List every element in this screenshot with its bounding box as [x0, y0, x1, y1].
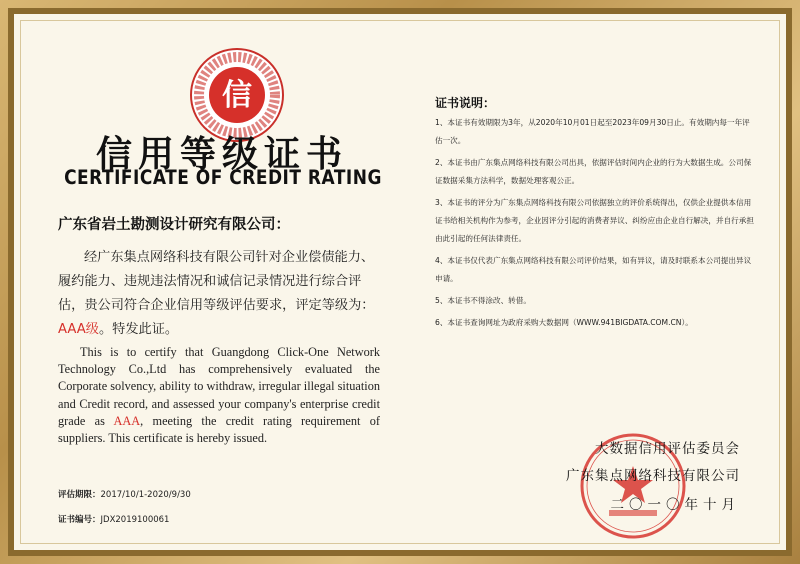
body-en-end: , meeting the credit rating requirement of suppliers. This certificate is hereby issued.: [58, 413, 380, 446]
note-item: 1、本证书有效期限为3年，从2020年10月01日起至2023年09月30日止。有效期内每一年评估一次。: [435, 118, 750, 145]
notes-title: 证书说明：: [435, 96, 496, 110]
note-item: 4、本证书仅代表广东集点网络科技有限公司评价结果，如有异议，请及时联系本公司提出异议申请。: [435, 256, 752, 283]
body-cn-end: 。特发此证。: [99, 322, 179, 337]
body-cn-text: 经广东集点网络科技有限公司针对企业偿债能力、履约能力、违规违法情况和诚信记录情况进行综合评估，贵公司符合企业信用等级评估要求，评定等级为：: [58, 250, 375, 313]
certificate-number: [58, 513, 169, 525]
signature-company: 广东集点网络科技有限公司: [566, 468, 740, 484]
validity-label: 评估期限：: [58, 490, 101, 500]
certno-label: 证书编号：: [58, 515, 101, 525]
note-item: 5、本证书不得涂改、转借。: [435, 296, 531, 305]
certificate-paper: [14, 14, 786, 550]
recipient-company: 广东省岩土勘测设计研究有限公司：: [58, 217, 290, 233]
grade-en: AAA: [113, 413, 141, 428]
note-item: 2、本证书由广东集点网络科技有限公司出具，依据评估时间内企业的行为大数据生成。公司保证数据采集方法科学，数据处理客观公正。: [435, 158, 752, 185]
signature-date: 二〇一〇年十月: [610, 497, 740, 513]
validity-period: [58, 488, 191, 500]
notes-list: [435, 114, 755, 336]
body-en-text: This is to certify that Guangdong Click-One Network Technology Co.,Ltd has comprehensively evaluated the Corporate solvency, ability to withdraw, irregular illegal situation and Credit record, and assessed your company's enterprise credit grade as: [58, 345, 380, 428]
signature-committee: 大数据信用评估委员会: [595, 441, 740, 457]
grade-cn: AAA级: [58, 322, 99, 337]
certificate-title-cn: 信用等级证书: [95, 134, 348, 175]
certificate-title-en: CERTIFICATE OF CREDIT RATING: [64, 166, 382, 190]
certificate-body-en: [58, 344, 380, 447]
validity-value: 2017/10/1-2020/9/30: [100, 490, 191, 500]
certno-value: JDX2019100061: [100, 515, 170, 525]
certificate-body-cn: [58, 246, 380, 342]
emblem-glyph: 信: [222, 78, 252, 113]
note-item: 6、本证书查询网址为政府采购大数据网（WWW.941BIGDATA.COM.CN）。: [435, 318, 693, 327]
note-item: 3、本证书的评分为广东集点网络科技有限公司依据独立的评价系统得出，仅供企业提供本信用证书给相关机构作为参考，企业因评分引起的消费者异议、纠纷应由企业自行解决，并自行承担由此引起的任何法律责任。: [435, 198, 754, 243]
